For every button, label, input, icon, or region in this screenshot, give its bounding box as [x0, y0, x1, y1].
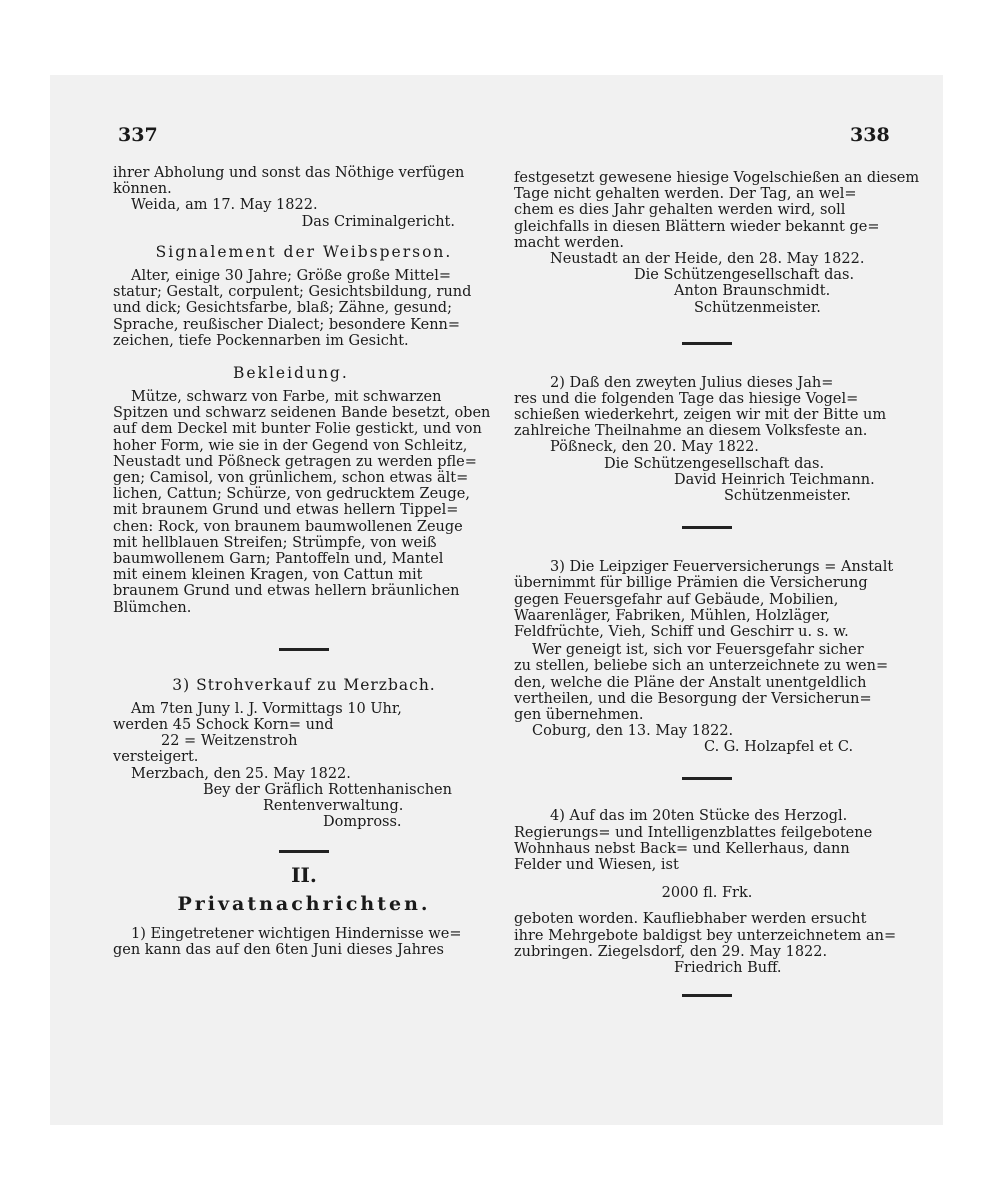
text-line: Mütze, schwarz von Farbe, mit schwarzen	[131, 389, 442, 406]
text-line: zahlreiche Theilnahme an diesem Volksfeste an.	[514, 423, 868, 440]
text-line: Waarenläger, Fabriken, Mühlen, Holzläger,	[514, 607, 831, 624]
text-line: ihre Mehrgebote baldigst bey unterzeichnetem an=	[514, 927, 897, 944]
text-line: gen übernehmen.	[514, 706, 644, 723]
signature: C. G. Holzapfel et C.	[704, 739, 854, 756]
text-line: zu stellen, beliebe sich an unterzeichnete zu wen=	[514, 658, 889, 675]
text-line: Am 7ten Juny l. J. Vormittags 10 Uhr,	[131, 700, 402, 717]
text-line: macht werden.	[514, 234, 625, 251]
section-numeral: II.	[291, 863, 317, 888]
text-line: Wer geneigt ist, sich vor Feuersgefahr sicher	[532, 642, 864, 659]
text-line: auf dem Deckel mit bunter Folie gestickt, und von	[113, 421, 482, 438]
signature: Schützenmeister.	[694, 299, 821, 316]
signature: Schützenmeister.	[724, 488, 851, 504]
text-line: baumwollenem Garn; Pantoffeln und, Mantel	[113, 550, 444, 567]
text-line: gleichfalls in diesen Blättern wieder bekannt ge=	[514, 218, 880, 235]
right-column	[514, 170, 920, 997]
page-number-left: 337	[118, 124, 158, 146]
text-line: Tage nicht gehalten werden. Der Tag, an wel=	[514, 186, 857, 203]
signature: Das Criminalgericht.	[301, 213, 455, 230]
section-divider	[682, 342, 732, 345]
signature: Anton Braunschmidt.	[674, 283, 831, 300]
signature: Bey der Gräflich Rottenhanischen	[203, 781, 452, 798]
text-line: 1) Eingetretener wichtigen Hindernisse we=	[131, 925, 462, 942]
signature: Die Schützengesellschaft das.	[634, 267, 855, 284]
signature: Dompross.	[323, 814, 402, 831]
section-heading: Signalement der Weibsperson.	[155, 242, 453, 261]
text-line: gen kann das auf den 6ten Juni dieses Jahres	[113, 942, 444, 959]
signature: Rentenverwaltung.	[263, 798, 404, 815]
date-line: Merzbach, den 25. May 1822.	[131, 765, 351, 782]
text-line: braunem Grund und etwas hellern bräunlichen	[113, 583, 460, 600]
text-line: werden 45 Schock Korn= und	[113, 717, 334, 734]
signature: Friedrich Buff.	[674, 959, 782, 976]
date-line: Neustadt an der Heide, den 28. May 1822.	[550, 250, 865, 267]
section-divider	[682, 994, 732, 997]
text-line: gen; Camisol, von grünlichem, schon etwas ält=	[113, 470, 469, 487]
text-line: und dick; Gesichtsfarbe, blaß; Zähne, gesund;	[113, 300, 452, 317]
text-line: übernimmt für billige Prämien die Versicherung	[514, 575, 868, 592]
page-number-right: 338	[850, 124, 890, 146]
text-line: Blümchen.	[113, 599, 192, 616]
text-line: vertheilen, und die Besorgung der Versicherun=	[514, 690, 872, 707]
text-line: mit hellblauen Streifen; Strümpfe, von weiß	[113, 534, 437, 551]
text-line: Sprache, reußischer Dialect; besondere Kenn=	[113, 316, 461, 333]
text-line: den, welche die Pläne der Anstalt unentgeldlich	[514, 674, 867, 691]
text-line: hoher Form, wie sie in der Gegend von Schleitz,	[113, 437, 468, 454]
section-heading: Bekleidung.	[233, 363, 349, 382]
text-line: Alter, einige 30 Jahre; Größe große Mittel=	[131, 267, 452, 284]
text-line: Feldfrüchte, Vieh, Schiff und Geschirr u. s. w.	[514, 623, 849, 640]
text-line: mit braunem Grund und etwas hellern Tippel=	[113, 502, 459, 519]
text-line: festgesetzt gewesene hiesige Vogelschießen an diesem	[514, 170, 920, 186]
text-line: Felder und Wiesen, ist	[514, 857, 679, 873]
text-line: Spitzen und schwarz seidenen Bande besetzt, oben	[113, 405, 491, 422]
text-line: können.	[113, 181, 172, 198]
section-divider	[279, 850, 329, 853]
text-line: gegen Feuersgefahr auf Gebäude, Mobilien,	[514, 591, 839, 608]
text-line: chen: Rock, von braunem baumwollenen Zeuge	[113, 518, 463, 535]
text-line: ihrer Abholung und sonst das Nöthige verfügen	[113, 165, 465, 181]
date-line: Weida, am 17. May 1822.	[131, 197, 318, 214]
date-line: Pößneck, den 20. May 1822.	[550, 439, 759, 456]
text-line: Regierungs= und Intelligenzblattes feilgebotene	[514, 824, 873, 841]
date-line: Coburg, den 13. May 1822.	[532, 723, 734, 740]
text-line: geboten worden. Kaufliebhaber werden ersucht	[514, 911, 867, 928]
section-heading: 3) Strohverkauf zu Merzbach.	[172, 675, 436, 694]
text-line: Neustadt und Pößneck getragen zu werden pfle=	[113, 453, 477, 470]
text-line: zubringen. Ziegelsdorf, den 29. May 1822.	[514, 943, 828, 960]
text-line: lichen, Cattun; Schürze, von gedrucktem Zeuge,	[113, 486, 470, 503]
text-line: 22 = Weitzenstroh	[161, 733, 298, 750]
text-line: 3) Die Leipziger Feuerversicherungs = Anstalt	[550, 559, 894, 576]
section-divider	[682, 526, 732, 529]
text-line: mit einem kleinen Kragen, von Cattun mit	[113, 567, 423, 584]
text-line: res und die folgenden Tage das hiesige Vogel=	[514, 390, 859, 407]
left-column	[113, 165, 495, 958]
signature: Die Schützengesellschaft das.	[604, 455, 825, 472]
section-divider	[682, 777, 732, 780]
signature: David Heinrich Teichmann.	[674, 471, 875, 488]
text-line: chem es dies Jahr gehalten werden wird, soll	[514, 202, 846, 219]
text-line: zeichen, tiefe Pockennarben im Gesicht.	[113, 332, 409, 349]
text-line: versteigert.	[113, 749, 199, 766]
text-line: 4) Auf das im 20ten Stücke des Herzogl.	[550, 808, 848, 825]
text-line: statur; Gestalt, corpulent; Gesichtsbildung, rund	[113, 284, 472, 301]
section-heading: Privatnachrichten.	[177, 892, 431, 915]
text-line: schießen wiederkehrt, zeigen wir mit der Bitte um	[514, 407, 887, 424]
amount-line: 2000 fl. Frk.	[661, 885, 753, 902]
text-line: 2) Daß den zweyten Julius dieses Jah=	[550, 374, 834, 391]
text-line: Wohnhaus nebst Back= und Kellerhaus, dann	[514, 840, 850, 857]
section-divider	[279, 648, 329, 651]
